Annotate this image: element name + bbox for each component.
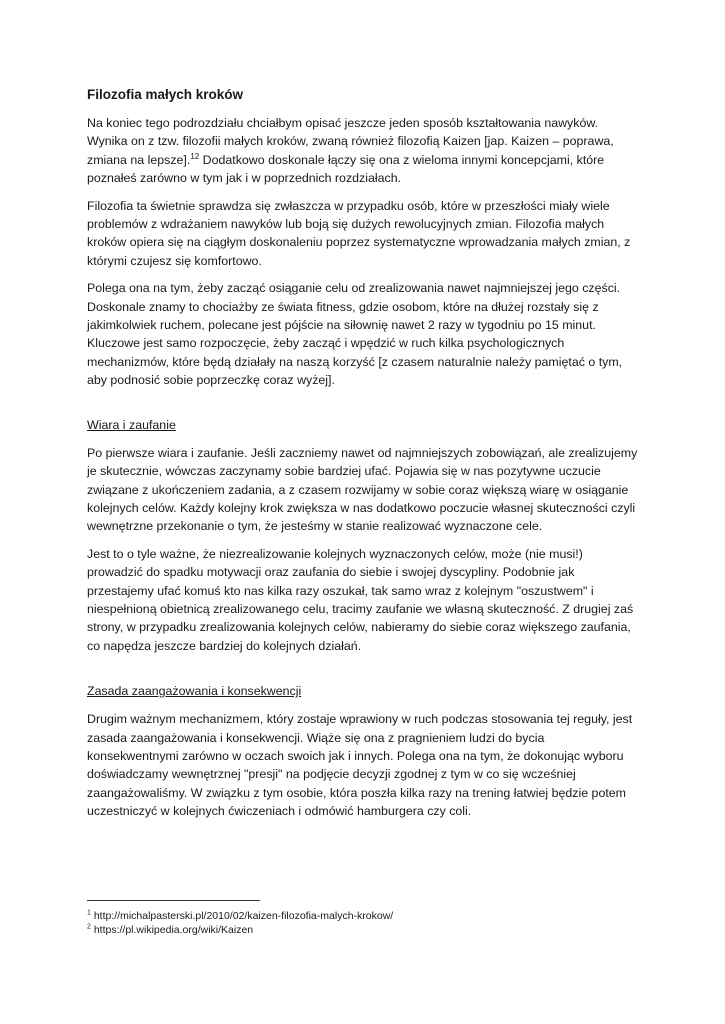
intro-paragraph-1-text-cont: Dodatkowo doskonale łączy się ona z wieloma innymi koncepcjami, które poznałeś zarówno w tym jak i w poprzednich rozdziałach. — [87, 152, 605, 186]
footnote-link[interactable]: https://pl.wikipedia.org/wiki/Kaizen — [90, 924, 254, 936]
intro-paragraph-2: Filozofia ta świetnie sprawdza się zwłaszcza w przypadku osób, które w przeszłości miały wiele problemów z wdrażaniem nawyków lub boją się dużych rewolucyjnych zmian. Filozofia małych kroków opiera się na ciągłym doskonaleniu poprzez systematyczne wprowadzania małych zmian, z którymi czujesz się komfortowo. — [87, 198, 631, 268]
footnote-2 — [87, 923, 639, 937]
section1-paragraph-2: Jest to o tyle ważne, że niezrealizowanie kolejnych wyznaczonych celów, może (nie musi!) prowadzić do spadku motywacji oraz zaufania do siebie i swojej dyscypliny. Podobnie jak przestajemy ufać komuś kto nas kilka razy oszukał, tak samo wraz z kolejnym "oszustwem" i niespełnioną obietnicą zrealizowanego celu, tracimy zaufanie we własną skuteczność. Z drugiej zaś strony, w przypadku zrealizowania kolejnych celów, nabieramy do siebie coraz większego zaufania, co napędza jeszcze bardziej do kolejnych działań. — [87, 546, 634, 653]
section-spacer — [87, 399, 639, 417]
section1-paragraph-1: Po pierwsze wiara i zaufanie. Jeśli zaczniemy nawet od najmniejszych zobowiązań, ale zrealizujemy je skutecznie, wówczas zaczynamy sobie bardziej ufać. Pojawia się w nas pozytywne uczucie związane z ukończeniem zadania, a z czasem rozwijamy w sobie coraz większą wiarę w osiąganie kolejnych celów. Każdy kolejny krok zwiększa w nas dodatkowo poczucie własnej skuteczności czyli wewnętrzne przekonanie o tym, że jesteśmy w stanie realizować wyznaczone cele. — [87, 445, 638, 534]
intro-paragraph-1 — [87, 114, 639, 188]
page-title: Filozofia małych kroków — [87, 87, 244, 102]
footnote-link[interactable]: http://michalpasterski.pl/2010/02/kaizen-filozofia-malych-krokow/ — [90, 910, 394, 922]
footnote-1 — [87, 909, 639, 923]
section2-paragraph-1: Drugim ważnym mechanizmem, który zostaje wprawiony w ruch podczas stosowania tej reguły, jest zasada zaangażowania i konsekwencji. Wiąże się ona z pragnieniem ludzi do bycia konsekwentnymi zarówno w oczach swoich jak i innych. Polega ona na tym, że dokonując wyboru doświadczamy wewnętrznej "presji" na podjęcie decyzji zgodnej z tym w co się wcześniej zaangażowaliśmy. W związku z tym osobie, która poszła kilka razy na trening łatwiej będzie potem uczestniczyć w kolejnych ćwiczeniach i odmówić hamburgera czy coli. — [87, 712, 633, 819]
footnote-number: 2 — [87, 923, 91, 931]
section-spacer — [87, 664, 639, 683]
intro-paragraph-1-text: Na koniec tego podrozdziału chciałbym opisać jeszcze jeden sposób kształtowania nawyków. Wynika on z tzw. filozofii małych kroków, zwaną również filozofią Kaizen [jap. Kaizen – poprawa, zmiana na lepsze]. — [87, 116, 614, 167]
section-heading-zasada: Zasada zaangażowania i konsekwencji — [87, 684, 302, 699]
document-body — [87, 86, 639, 830]
footnote-number: 1 — [87, 909, 91, 917]
footnote-divider — [87, 900, 260, 901]
footnotes — [87, 900, 639, 937]
intro-paragraph-3: Polega ona na tym, żeby zacząć osiąganie celu od zrealizowania nawet najmniejszej jego części. Doskonale znamy to chociażby ze świata fitness, gdzie osobom, które na dłużej rozstały się z jakimkolwiek ruchem, polecane jest pójście na siłownię nawet 2 razy w tygodniu po 15 minut. Kluczowe jest samo rozpoczęcie, żeby zacząć i wpędzić w ruch kilka psychologicznych mechanizmów, które będą działały na naszą korzyść [z czasem naturalnie należy pamiętać o tym, aby podnosić sobie poprzeczkę coraz wyżej]. — [87, 281, 623, 388]
section-heading-wiara: Wiara i zaufanie — [87, 417, 176, 432]
footnote-reference[interactable]: 12 — [190, 151, 200, 161]
